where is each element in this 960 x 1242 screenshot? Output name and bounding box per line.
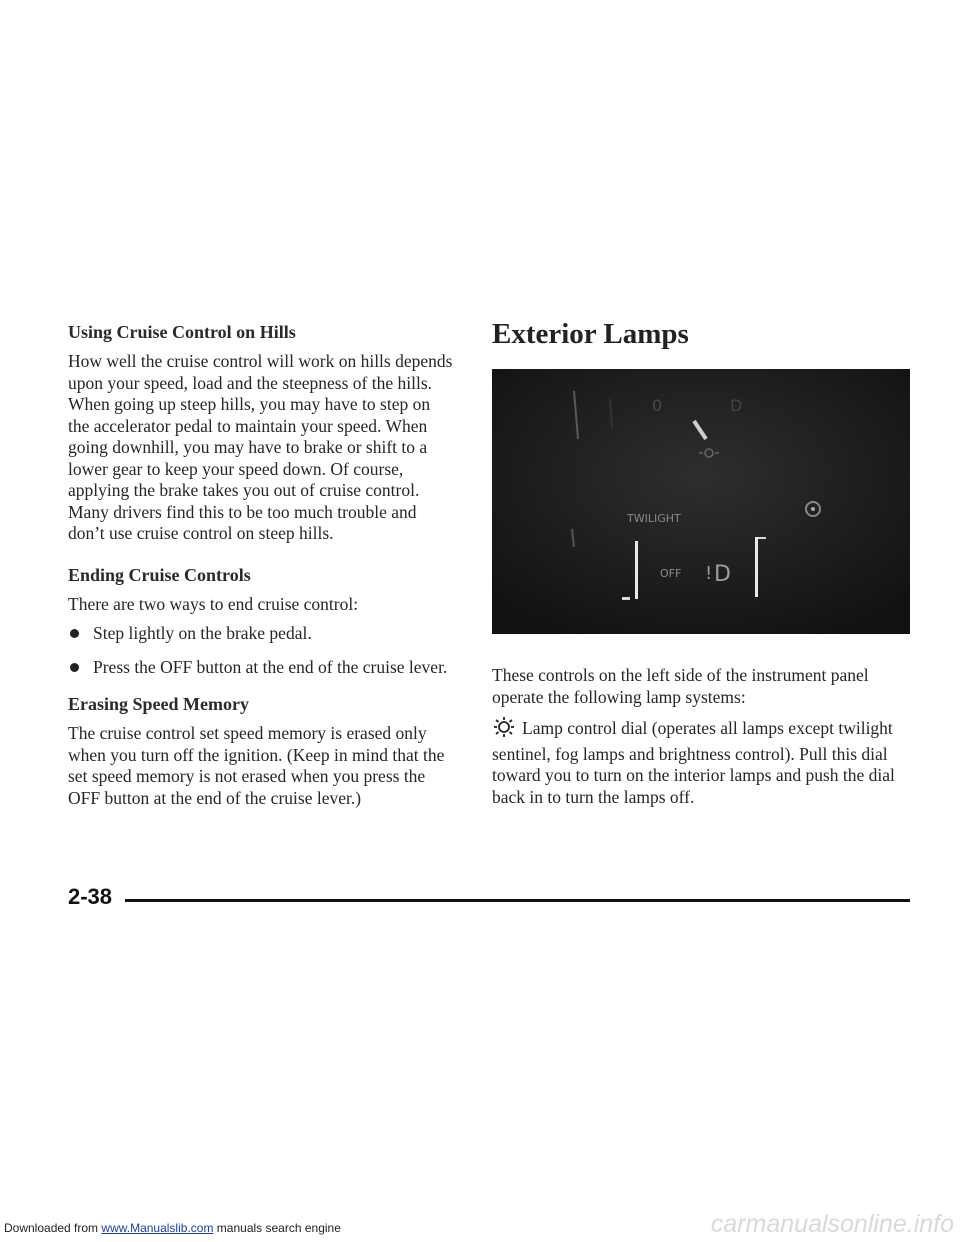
twilight-label: TWILIGHT [627, 512, 681, 525]
section-hills [68, 322, 453, 545]
watermark: carmanualsonline.info [710, 1210, 954, 1238]
footer-prefix: Downloaded from [4, 1221, 99, 1235]
bullet-icon [70, 629, 79, 638]
svg-text:0: 0 [652, 396, 663, 415]
list-item [68, 657, 453, 679]
svg-text:D: D [730, 396, 743, 415]
lamp-control-photo [492, 369, 910, 634]
paragraph-erasing: The cruise control set speed memory is erased only when you turn off the ignition. (Keep in mind that the set speed memory is not erased when you press the OFF button at the end of the cruise lever.) [68, 723, 445, 808]
paragraph-lamp-control [492, 716, 912, 808]
heading-ending: Ending Cruise Controls [68, 564, 251, 585]
heading-hills: Using Cruise Control on Hills [68, 322, 296, 342]
paragraph-ending-intro: There are two ways to end cruise control: [68, 593, 359, 614]
svg-text:D: D [714, 562, 731, 587]
paragraph-hills: How well the cruise control will work on hills depends upon your speed, load and the steepness of the hills. When going up steep hills, you may have to step on the accelerator pedal to maintain your speed. When going downhill, you may have to brake or shift to a lower gear to keep your speed down. Of course, applying the brake takes you out of cruise control. Many drivers find this to be too much trouble and don’t use cruise control on steep hills. [68, 351, 453, 543]
right-column [492, 318, 912, 351]
left-column [68, 322, 453, 825]
download-footer [4, 1221, 341, 1235]
list-item [68, 623, 453, 645]
bullet-text: Press the OFF button at the end of the cruise lever. [93, 656, 448, 677]
manualslib-link[interactable]: www.Manualslib.com [101, 1221, 214, 1235]
lamp-control-icon [492, 716, 516, 744]
section-ending [68, 565, 453, 679]
section-title: Exterior Lamps [492, 318, 689, 350]
off-label: OFF [660, 567, 682, 580]
page-divider [125, 899, 910, 902]
ending-bullet-list [68, 623, 453, 678]
page-number: 2-38 [68, 884, 113, 909]
lamp-control-text: Lamp control dial (operates all lamps except twilight sentinel, fog lamps and brightness control). Pull this dial toward you to turn on the interior lamps and push the dial back in to turn the lamps off. [492, 718, 895, 807]
svg-text:!: ! [705, 563, 713, 584]
heading-erasing: Erasing Speed Memory [68, 694, 249, 714]
bullet-text: Step lightly on the brake pedal. [93, 623, 312, 643]
bullet-icon [70, 663, 79, 672]
section-erasing [68, 694, 453, 809]
paragraph-lamp-intro: These controls on the left side of the instrument panel operate the following lamp systems: [492, 665, 869, 707]
footer-suffix: manuals search engine [216, 1221, 341, 1235]
lamp-description [492, 665, 912, 808]
